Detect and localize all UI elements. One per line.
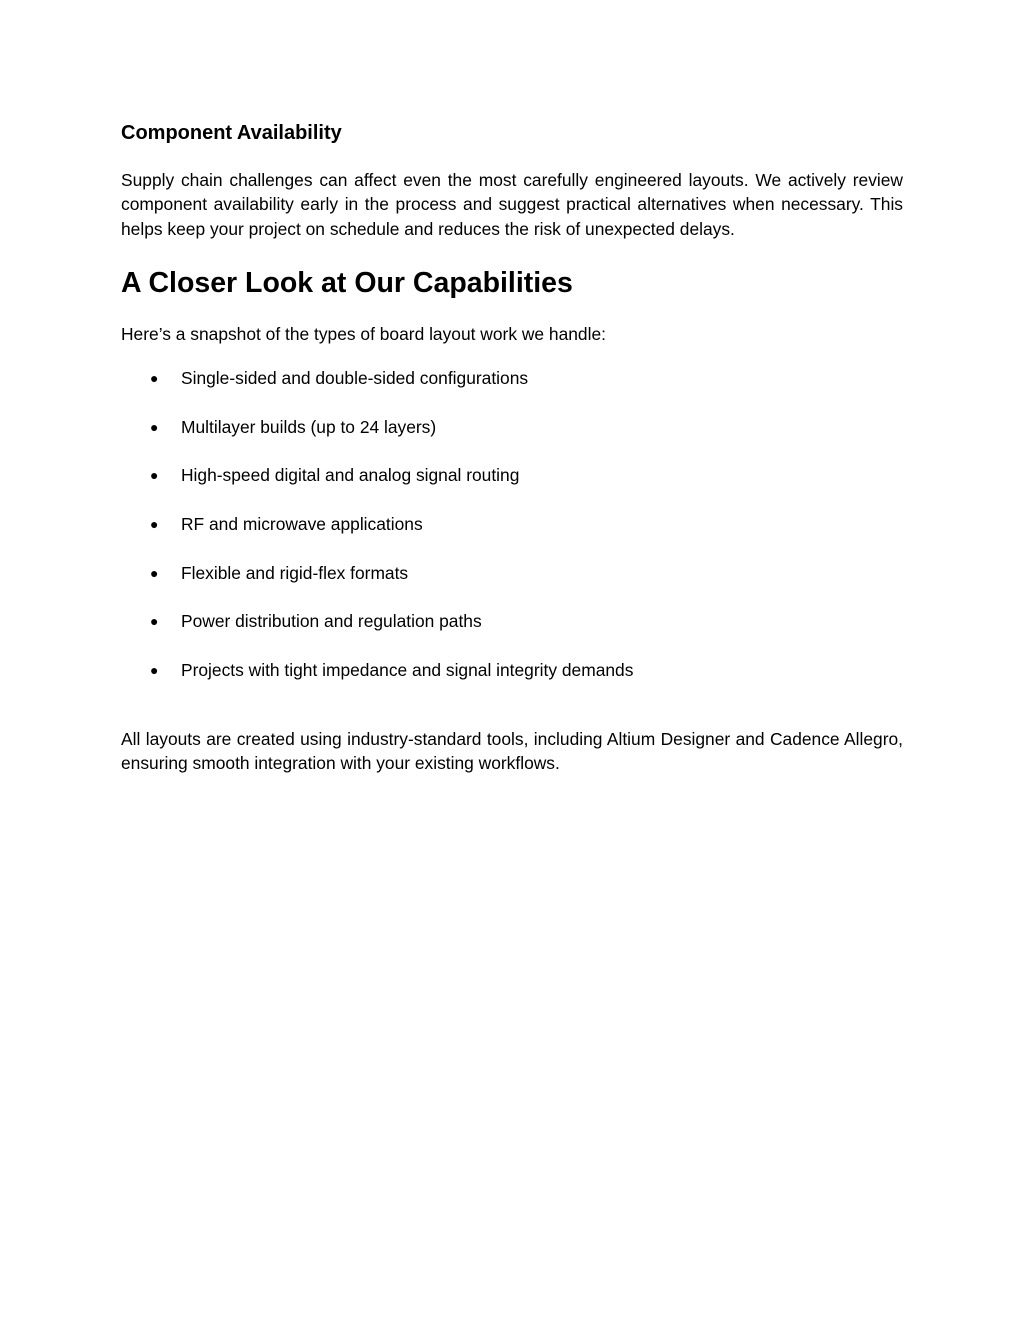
list-item: [121, 609, 903, 658]
list-item-text: Power distribution and regulation paths: [181, 611, 482, 632]
bullet-icon: ●: [150, 662, 159, 679]
bullet-icon: ●: [150, 418, 159, 435]
list-item: [121, 561, 903, 610]
list-item-text: RF and microwave applications: [181, 514, 423, 535]
list-item-text: Projects with tight impedance and signal integrity demands: [181, 660, 634, 681]
bullet-icon: ●: [150, 370, 159, 386]
list-item-text: Flexible and rigid-flex formats: [181, 562, 409, 583]
list-item: [121, 415, 903, 464]
capabilities-intro: Here’s a snapshot of the types of board layout work we handle:: [121, 324, 606, 344]
capabilities-closing-paragraph: All layouts are created using industry-standard tools, including Altium Designer and Cadence Allegro, ensuring smooth integration with your existing workflows.: [121, 729, 903, 774]
section-heading-component-availability: Component Availability: [121, 122, 342, 144]
capabilities-list: [121, 366, 903, 707]
bullet-icon: ●: [150, 564, 159, 581]
list-item: [121, 512, 903, 561]
list-item: [121, 658, 903, 707]
bullet-icon: ●: [150, 516, 159, 533]
list-item-text: Single-sided and double-sided configurations: [181, 368, 529, 388]
list-item: [121, 366, 903, 415]
section-heading-capabilities: A Closer Look at Our Capabilities: [121, 267, 573, 299]
bullet-icon: ●: [150, 467, 159, 484]
bullet-icon: ●: [150, 613, 159, 630]
list-item-text: Multilayer builds (up to 24 layers): [181, 416, 437, 437]
component-availability-paragraph: Supply chain challenges can affect even the most carefully engineered layouts. We actively review component availability early in the process and suggest practical alternatives when necessary. This helps keep your project on schedule and reduces the risk of unexpected delays.: [121, 170, 903, 239]
list-item: [121, 463, 903, 512]
list-item-text: High-speed digital and analog signal routing: [181, 465, 520, 486]
